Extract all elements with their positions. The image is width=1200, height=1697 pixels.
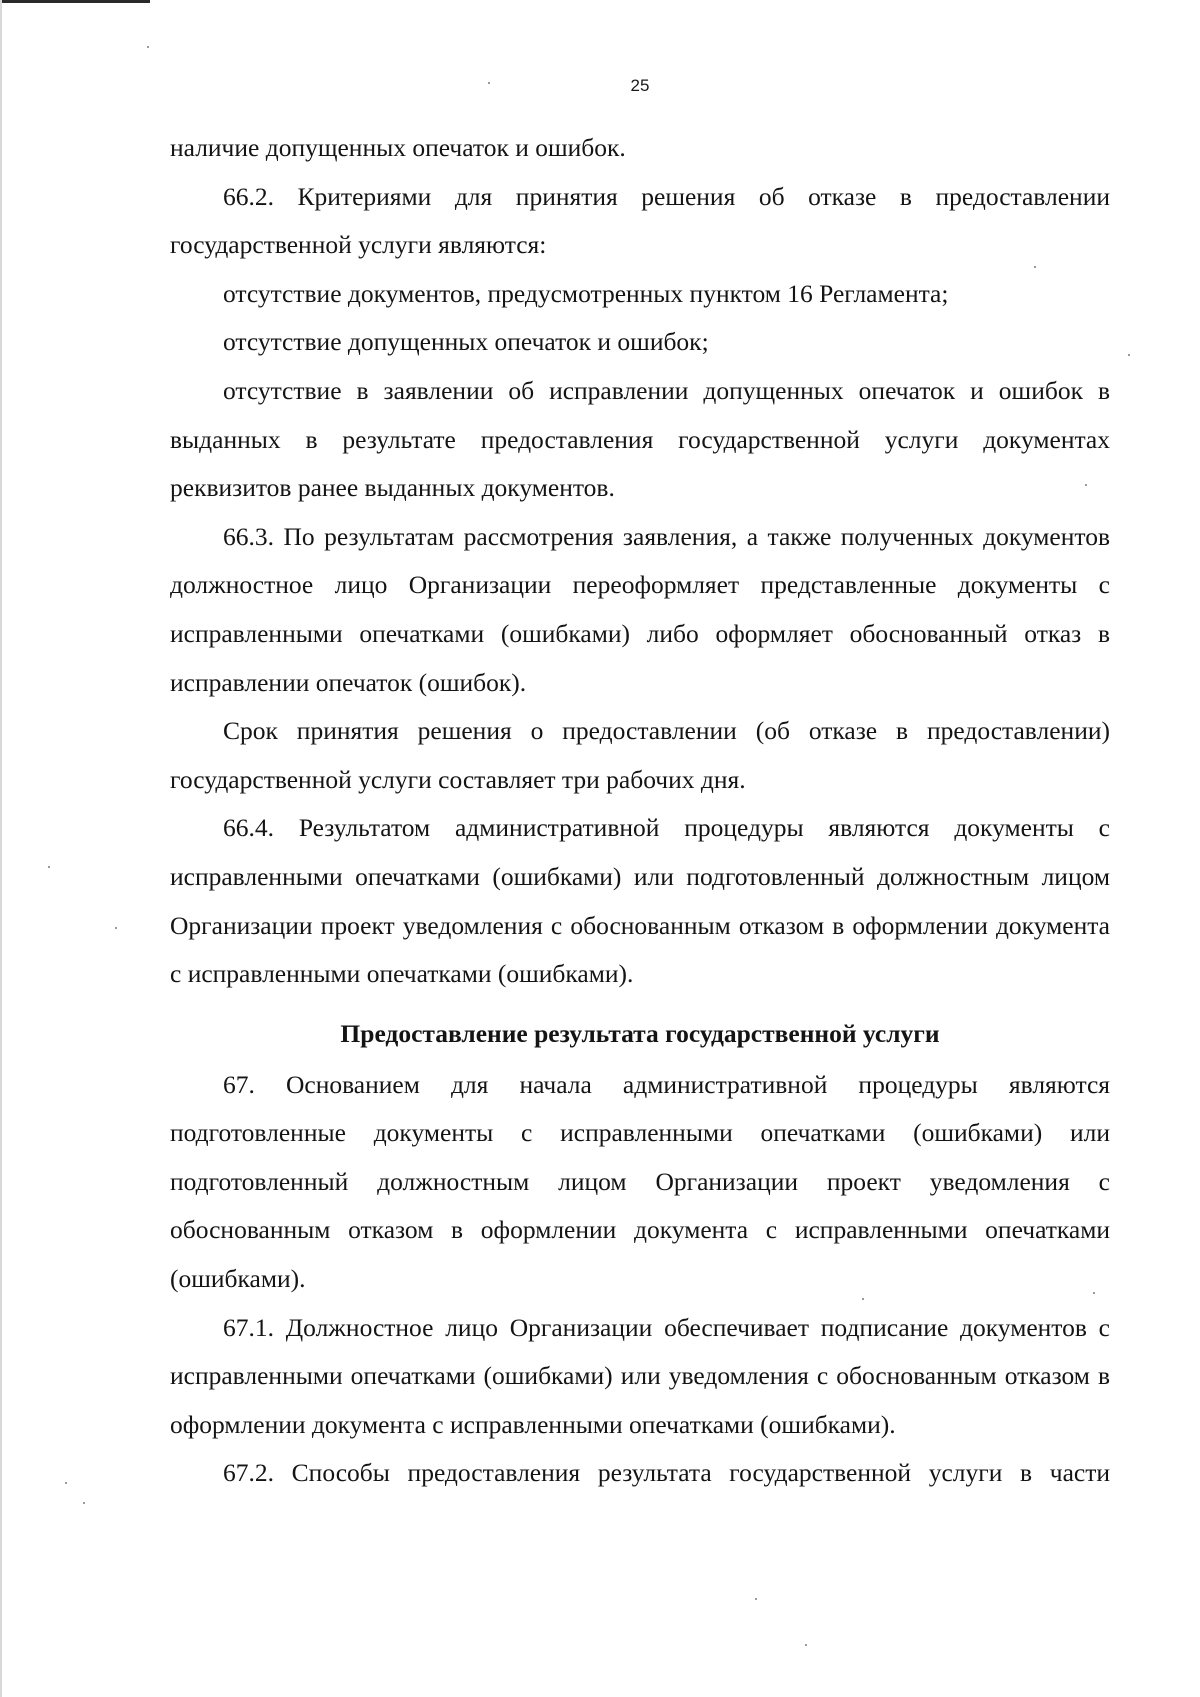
paragraph: 67. Основанием для начала административной процедуры являются подготовленные документы с исправленными опечатками (ошибками) или подготовленный должностным лицом Организации проект уведомления с обоснованным отказом в оформлении документа с исправленными опечатками (ошибками). (170, 1069, 1110, 1294)
paragraph: Срок принятия решения о предоставлении (об отказе в предоставлении) государственной услуги составляет три рабочих дня. (170, 716, 1110, 794)
paragraph: 66.3. По результатам рассмотрения заявления, а также полученных документов должностное лицо Организации переоформляет представленные документы с исправленными опечатками (ошибками) либо оформляет обоснованный отказ в исправлении опечаток (ошибок). (170, 521, 1110, 697)
paragraph: наличие допущенных опечаток и ошибок. (170, 133, 626, 162)
scan-speck (488, 82, 490, 84)
scan-speck (147, 46, 149, 48)
scan-speck (1085, 484, 1087, 486)
paragraph: 67.2. Способы предоставления результата государственной услуги в части (223, 1458, 1110, 1488)
scan-edge-shadow (0, 0, 2, 1697)
scan-speck (115, 927, 117, 929)
paragraph: 66.4. Результатом административной процедуры являются документы с исправленными опечатками (ошибками) или подготовленный должностным лицом Организации проект уведомления с обоснованным отказом в оформлении документа с исправленными опечатками (ошибками). (170, 813, 1110, 989)
scan-speck (1128, 354, 1130, 356)
scan-edge-mark (0, 0, 150, 3)
paragraph: отсутствие документов, предусмотренных пунктом 16 Регламента; (223, 278, 949, 308)
scan-speck (48, 866, 50, 868)
scan-speck (1034, 266, 1036, 268)
paragraph: 66.2. Критериями для принятия решения об отказе в предоставлении государственной услуги являются: (170, 181, 1110, 260)
scan-speck (83, 1502, 85, 1504)
document-body (170, 124, 1110, 1498)
page-number: 25 (630, 76, 650, 95)
scan-speck (1093, 1292, 1095, 1294)
paragraph: отсутствие в заявлении об исправлении допущенных опечаток и ошибок в выданных в результате предоставления государственной услуги документах реквизитов ранее выданных документов. (170, 375, 1110, 503)
scan-speck (805, 1644, 807, 1646)
paragraph: отсутствие допущенных опечаток и ошибок; (223, 327, 709, 357)
paragraph: 67.1. Должностное лицо Организации обеспечивает подписание документов с исправленными опечатками (ошибками) или уведомления с обоснованным отказом в оформлении документа с исправленными опечатками (ошибками). (170, 1312, 1110, 1439)
section-heading: Предоставление результата государственной услуги (340, 1018, 940, 1048)
scan-speck (65, 1482, 67, 1484)
scan-speck (755, 1598, 757, 1600)
scan-speck (862, 1298, 864, 1300)
